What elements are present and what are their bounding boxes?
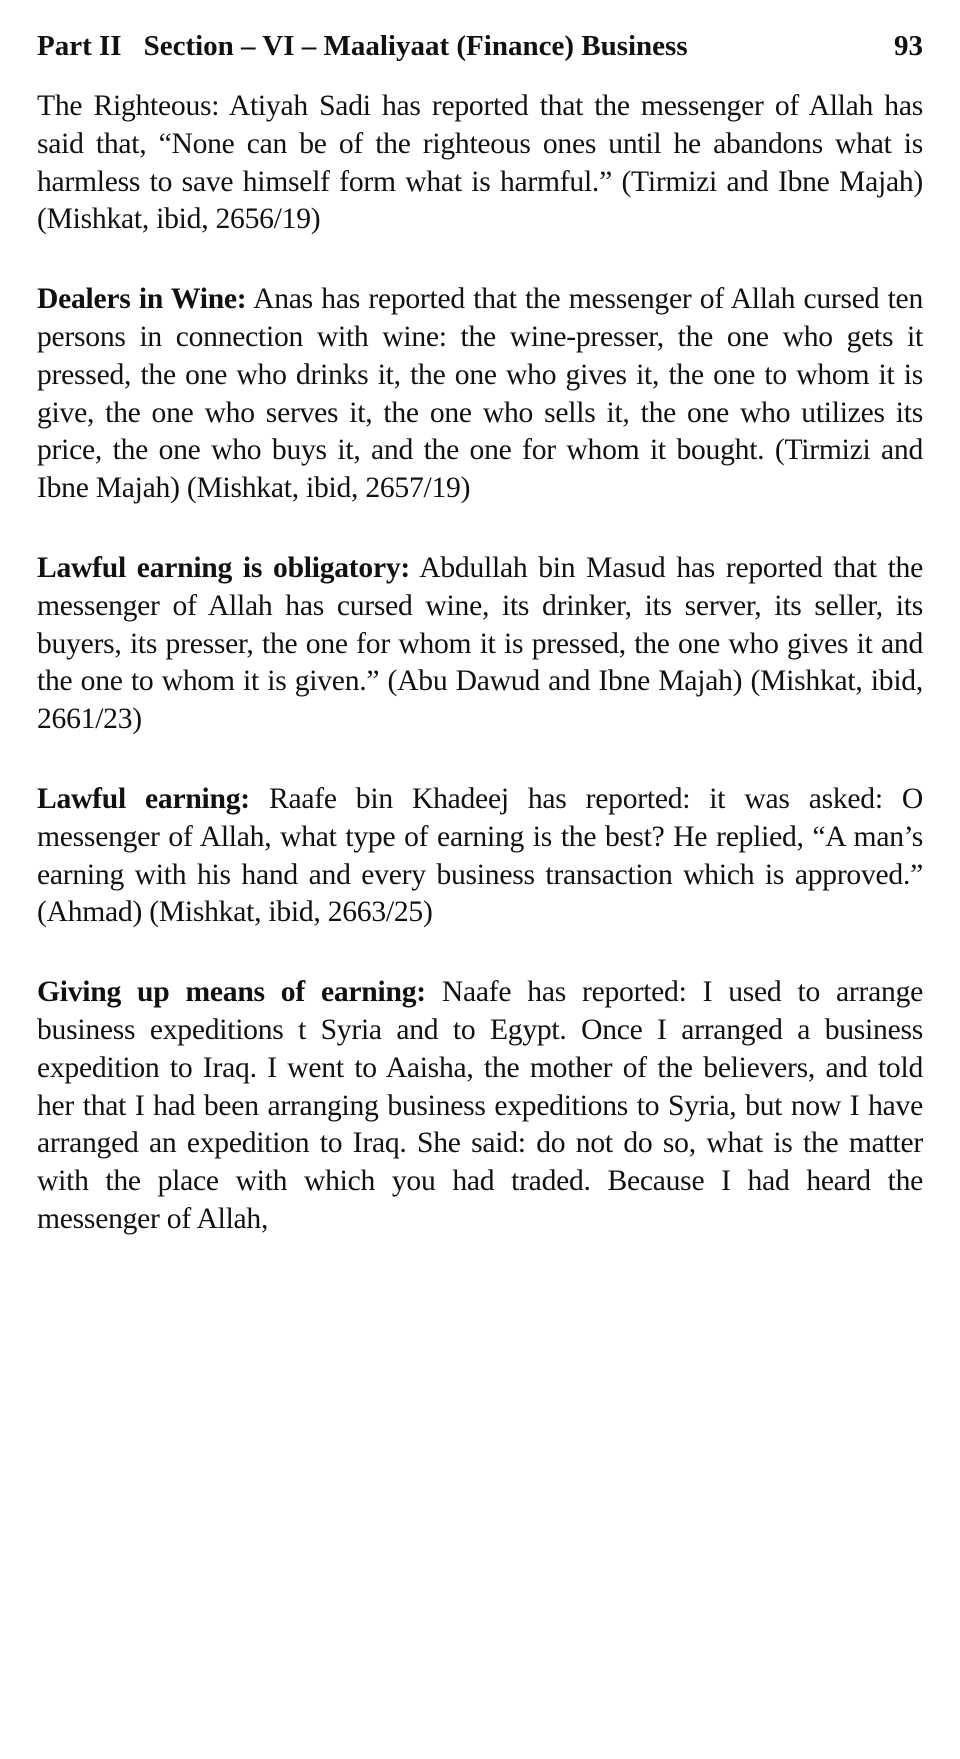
header-section: Section – VI – Maaliyaat (Finance) Business	[143, 30, 688, 62]
header-title	[37, 26, 688, 66]
paragraph-text: Anas has reported that the messenger of Allah cursed ten persons in connection with wine: the wine-presser, the one who gets it pressed, the one who drinks it, the one who gives it, the one to whom it is give, the one who serves it, the one who sells it, the one who utilizes its price, the one who buys it, and the one for whom it bought. (Tirmizi and Ibne Majah) (Mishkat, ibid, 2657/19)	[37, 283, 923, 505]
paragraph-text: The Righteous: Atiyah Sadi has reported that the messenger of Allah has said that, “None can be of the righteous ones until he abandons what is harmless to save himself form what is harmful.” (Tirmizi and Ibne Majah) (Mishkat, ibid, 2656/19)	[37, 90, 923, 236]
header-part: Part II	[37, 30, 122, 62]
paragraph-text: Abdullah bin Masud has reported that the messenger of Allah has cursed wine, its drinker, its server, its seller, its buyers, its presser, the one for whom it is pressed, the one who gives it and the one to whom it is given.” (Abu Dawud and Ibne Majah) (Mishkat, ibid, 2661/23)	[37, 551, 923, 736]
paragraph-lawful-earning	[37, 781, 923, 932]
document-page	[37, 26, 923, 1281]
paragraph-heading: Lawful earning:	[37, 782, 250, 815]
paragraph-righteous	[37, 88, 923, 239]
paragraph-heading: Lawful earning is obligatory:	[37, 551, 411, 584]
paragraph-dealers-in-wine	[37, 281, 923, 508]
paragraph-heading: Giving up means of earning:	[37, 976, 426, 1009]
page-number: 93	[894, 30, 923, 62]
paragraph-giving-up-earning	[37, 974, 923, 1239]
paragraph-text: Raafe bin Khadeej has reported: it was asked: O messenger of Allah, what type of earning is the best? He replied, “A man’s earning with his hand and every business transaction which is approved.” (Ahmad) (Mishkat, ibid, 2663/25)	[37, 782, 923, 929]
running-header	[37, 26, 923, 66]
paragraph-text: Naafe has reported: I used to arrange business expeditions t Syria and to Egypt. Once I arranged a business expedition to Iraq. I went to Aaisha, the mother of the believers, and told her that I had been arranging business expeditions to Syria, but now I have arranged an expedition to Iraq. She said: do not do so, what is the matter with the place with which you had traded. Because I had heard the messenger of Allah,	[37, 976, 923, 1235]
paragraph-lawful-earning-obligatory	[37, 550, 923, 739]
paragraph-heading: Dealers in Wine:	[37, 283, 247, 316]
